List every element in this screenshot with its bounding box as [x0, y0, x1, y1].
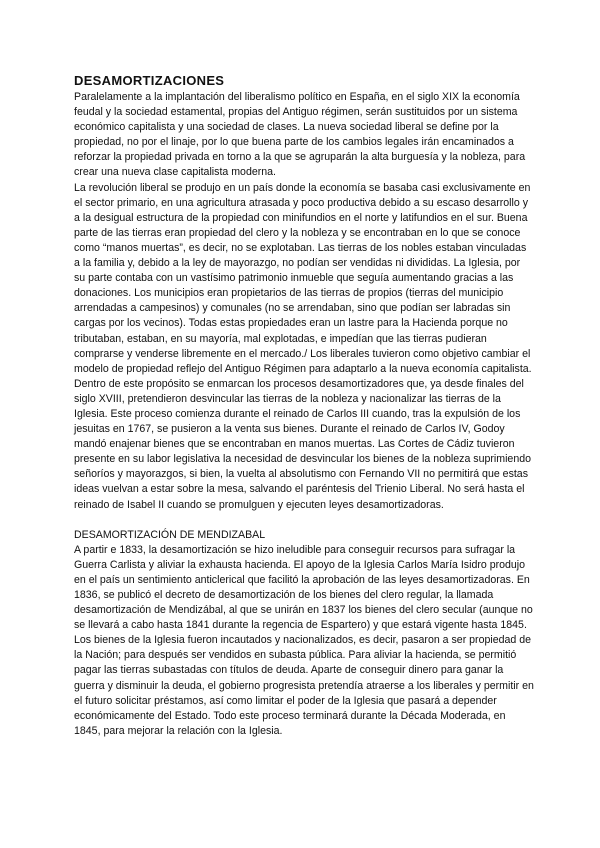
document-body — [74, 90, 534, 739]
paragraph-revolution: La revolución liberal se produjo en un país donde la economía se basaba casi exclusivamente en el sector primario, en una agricultura atrasada y poco productiva debido a su escaso desarrollo y a la desigual estructura de la propiedad con minifundios en el norte y latifundios en el sur. Buena parte de las tierras eran propiedad del clero y la nobleza y se encontraban en lo que se conoce como “manos muertas”, es decir, no se explotaban. Las tierras de los nobles estaban vinculadas a la familia y, debido a la ley de mayorazgo, no podían ser vendidas ni divididas. La Iglesia, por su parte contaba con un vastísimo patrimonio inmueble que seguía aumentando gracias a las donaciones. Los municipios eran propietarios de las tierras de propios (tierras del municipio arrendadas a campesinos) y comunales (no se arrendaban, sino que podían ser labradas sin cargas por los vecinos). Todas estas propiedades eran un lastre para la Hacienda porque no tributaban, estaban, en su mayoría, mal explotadas, e impedían que las tierras pudieran comprarse y venderse libremente en el mercado./ Los liberales tuvieron como objetivo cambiar el modelo de propiedad reflejo del Antiguo Régimen para adaptarlo a la nueva economía capitalista. — [74, 181, 532, 375]
paragraph-mendizabal: A partir e 1833, la desamortización se hizo ineludible para conseguir recursos para sufragar la Guerra Carlista y aliviar la exhausta hacienda. El apoyo de la Iglesia Carlos María Isidro produjo en el país un sentimiento anticlerical que facilitó la aprobación de las leyes desamortizadoras. En 1836, se publicó el decreto de desamortización de los bienes del clero regular, la llamada desamortización de Mendizábal, al que se unirán en 1837 los bienes del clero secular (aunque no se llevará a cabo hasta 1841 durante la regencia de Espartero) y que estará vigente hasta 1845. Los bienes de la Iglesia fueron incautados y nacionalizados, es decir, pasaron a ser propiedad de la Nación; para después ser vendidos en subasta pública. Para aliviar la hacienda, se permitió pagar las tierras subastadas con títulos de deuda. Aparte de conseguir dinero para ganar la guerra y disminuir la deuda, el gobierno progresista pretendía atraerse a los liberales y permitir en el futuro solicitar préstamos, así como limitar el poder de la Iglesia que pasará a depender económicamente del Estado. Todo este proceso terminará durante la Década Moderada, en 1845, para mejorar la relación con la Iglesia. — [74, 543, 534, 737]
paragraph-processes: Dentro de este propósito se enmarcan los procesos desamortizadores que, ya desde finales del siglo XVIII, pretendieron desvincular las tierras de la nobleza y nacionalizar las tierras de la Iglesia. Este proceso comienza durante el reinado de Carlos III cuando, tras la expulsión de los jesuitas en 1767, se pusieron a la venta sus bienes. Durante el reinado de Carlos IV, Godoy mandó enajenar bienes que se encontraban en manos muertas. Las Cortes de Cádiz tuvieron presente en su labor legislativa la necesidad de desvincular los bienes de la nobleza suprimiendo señoríos y mayorazgos, si bien, la vuelta al absolutismo con Fernando VII no permitirá que estas ideas vuelvan a estar sobre la mesa, salvando el paréntesis del Trienio Liberal. No será hasta el reinado de Isabel II cuando se promulguen y ejecuten leyes desamortizadoras. — [74, 377, 531, 511]
paragraph-intro: Paralelamente a la implantación del liberalismo político en España, en el siglo XIX la economía feudal y la sociedad estamental, propias del Antiguo régimen, serán sustituidos por un sistema económico capitalista y una sociedad de clases. La nueva sociedad liberal se define por la propiedad, no por el linaje, por lo que buena parte de los cambios legales irán encaminados a reforzar la propiedad privada en torno a la que se agruparán la alta burguesía y la nobleza, para crear una nueva clase capitalista moderna. — [74, 91, 526, 179]
document-title: DESAMORTIZACIONES — [74, 73, 225, 88]
section-heading-mendizabal: DESAMORTIZACIÓN DE MENDIZABAL — [74, 528, 266, 541]
section-spacer — [74, 513, 534, 528]
